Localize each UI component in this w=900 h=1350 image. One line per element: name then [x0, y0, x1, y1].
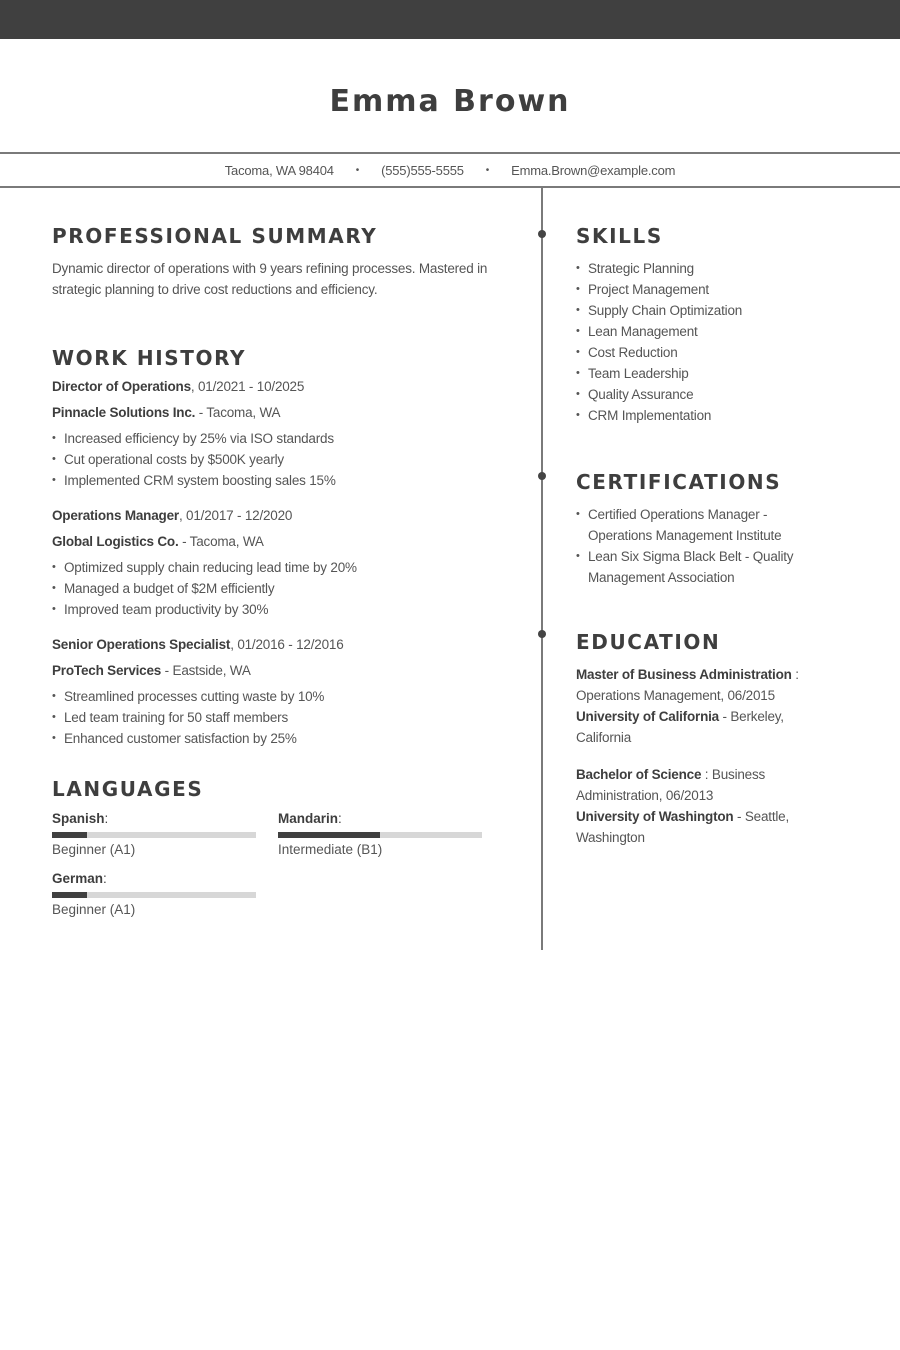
left-column	[52, 222, 522, 959]
contact-email: Emma.Brown@example.com	[511, 162, 676, 178]
top-banner	[0, 0, 900, 39]
contact-phone: (555)555-5555	[381, 162, 464, 178]
job-dates: , 01/2016 - 12/2016	[230, 637, 344, 652]
job-role: Operations Manager	[52, 508, 179, 523]
list-item: • Optimized supply chain reducing lead time by 20%	[52, 557, 522, 578]
job-entry	[52, 634, 522, 749]
list-item: • Streamlined processes cutting waste by 10%	[52, 686, 522, 707]
column-divider	[541, 188, 543, 950]
list-item: • Cost Reduction	[576, 342, 876, 363]
proficiency-bar	[52, 832, 256, 838]
language-level: Beginner (A1)	[52, 902, 136, 917]
job-dates: , 01/2017 - 12/2020	[178, 508, 293, 523]
certifications-section	[576, 468, 876, 588]
field: : Business Administration, 06/2013	[576, 767, 766, 803]
job-company: Pinnacle Solutions Inc.	[52, 405, 196, 420]
timeline-node-icon	[538, 472, 546, 480]
list-item: • Lean Six Sigma Black Belt - Quality Management Association	[576, 546, 816, 588]
job-title-line	[52, 505, 522, 526]
job-location: - Tacoma, WA	[178, 534, 264, 549]
list-item: • Project Management	[576, 279, 876, 300]
language-level: Intermediate (B1)	[278, 842, 383, 857]
list-item: • Improved team productivity by 30%	[52, 599, 522, 620]
list-item: • Managed a budget of $2M efficiently	[52, 578, 522, 599]
list-item: • Certified Operations Manager - Operations Management Institute	[576, 504, 816, 546]
job-company: ProTech Services	[52, 663, 162, 678]
job-location: - Tacoma, WA	[195, 405, 281, 420]
proficiency-bar	[278, 832, 482, 838]
language-item	[278, 809, 482, 859]
list-item: • Cut operational costs by $500K yearly	[52, 449, 522, 470]
language-name-line	[278, 809, 482, 828]
candidate-name: Emma Brown	[329, 84, 571, 119]
colon: :	[103, 871, 107, 886]
job-title-line	[52, 376, 522, 397]
section-title: LANGUAGES	[52, 777, 204, 801]
language-name: German	[52, 871, 104, 886]
language-level: Beginner (A1)	[52, 842, 136, 857]
summary-text: Dynamic director of operations with 9 years refining processes. Mastered in strategic planning to drive cost reductions and efficiency.	[52, 261, 488, 297]
languages-section	[52, 775, 522, 919]
proficiency-fill	[52, 832, 87, 838]
job-bullets	[52, 557, 522, 620]
language-name: Spanish	[52, 811, 105, 826]
school: University of California	[576, 709, 719, 724]
field: : Operations Management, 06/2015	[576, 667, 799, 703]
list-item: • CRM Implementation	[576, 405, 876, 426]
education-section	[576, 628, 876, 848]
list-item: • Supply Chain Optimization	[576, 300, 876, 321]
job-role: Director of Operations	[52, 379, 191, 394]
list-item: • Led team training for 50 staff members	[52, 707, 522, 728]
school: University of Washington	[576, 809, 734, 824]
degree: Master of Business Administration	[576, 667, 792, 682]
job-company: Global Logistics Co.	[52, 534, 179, 549]
list-item: • Increased efficiency by 25% via ISO standards	[52, 428, 522, 449]
job-role: Senior Operations Specialist	[52, 637, 231, 652]
work-history-section	[52, 344, 522, 749]
education-entry	[576, 664, 816, 748]
proficiency-bar	[52, 892, 256, 898]
language-name: Mandarin	[278, 811, 339, 826]
job-title-line	[52, 634, 522, 655]
separator-dot: •	[485, 164, 490, 176]
job-bullets	[52, 686, 522, 749]
list-item: • Team Leadership	[576, 363, 876, 384]
skills-section	[576, 222, 876, 426]
contact-address: Tacoma, WA 98404	[224, 162, 334, 178]
contact-bar	[0, 152, 900, 188]
proficiency-fill	[52, 892, 87, 898]
section-title: PROFESSIONAL SUMMARY	[52, 224, 378, 248]
job-dates: , 01/2021 - 10/2025	[190, 379, 305, 394]
summary-section	[52, 222, 522, 300]
section-title: CERTIFICATIONS	[576, 470, 782, 494]
section-title: WORK HISTORY	[52, 346, 247, 370]
list-item: • Quality Assurance	[576, 384, 876, 405]
timeline-node-icon	[538, 630, 546, 638]
proficiency-fill	[278, 832, 380, 838]
section-title: SKILLS	[576, 224, 663, 248]
language-name-line	[52, 809, 256, 828]
language-item	[52, 869, 256, 919]
separator-dot: •	[355, 164, 360, 176]
right-column	[576, 222, 876, 888]
job-entry	[52, 376, 522, 491]
school-location: - Seattle, Washington	[576, 809, 790, 845]
language-item	[52, 809, 256, 859]
job-company-line	[52, 402, 522, 423]
section-title: EDUCATION	[576, 630, 721, 654]
school-location: - Berkeley, California	[576, 709, 784, 745]
education-entry	[576, 764, 816, 848]
certifications-list	[576, 504, 816, 588]
list-item: • Implemented CRM system boosting sales 15%	[52, 470, 522, 491]
languages-grid	[52, 809, 522, 919]
list-item: • Strategic Planning	[576, 258, 876, 279]
degree: Bachelor of Science	[576, 767, 702, 782]
job-company-line	[52, 660, 522, 681]
timeline-node-icon	[538, 230, 546, 238]
list-item: • Lean Management	[576, 321, 876, 342]
job-bullets	[52, 428, 522, 491]
job-location: - Eastside, WA	[161, 663, 251, 678]
job-entry	[52, 505, 522, 620]
job-company-line	[52, 531, 522, 552]
skills-list	[576, 258, 876, 426]
list-item: • Enhanced customer satisfaction by 25%	[52, 728, 522, 749]
colon: :	[104, 811, 109, 826]
colon: :	[338, 811, 342, 826]
language-name-line	[52, 869, 256, 888]
